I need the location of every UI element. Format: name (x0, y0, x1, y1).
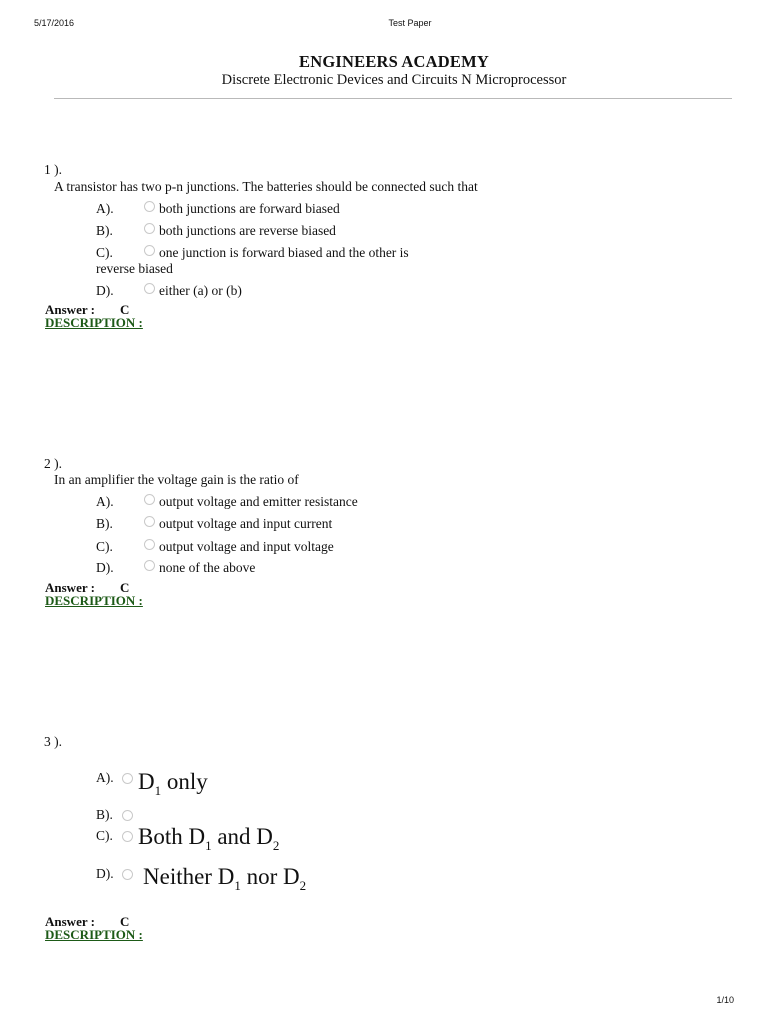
subject-title: Discrete Electronic Devices and Circuits N Microprocessor (221, 72, 567, 88)
radio-button[interactable] (144, 539, 155, 550)
option-c[interactable]: Both $D_1$ and $D_2$ (138, 824, 280, 853)
option-b[interactable] (144, 516, 332, 532)
option-text: either (a) or (b) (159, 283, 242, 298)
description-label: DESCRIPTION : (45, 593, 143, 608)
answer-value: C (120, 302, 130, 317)
option-a[interactable] (144, 494, 358, 510)
answer-label: Answer : (45, 914, 95, 929)
radio-button[interactable] (144, 560, 155, 571)
print-title: Test Paper (388, 18, 432, 28)
description-label: DESCRIPTION : (45, 927, 143, 942)
answer-value: C (120, 580, 130, 595)
option-text: both junctions are reverse biased (159, 223, 336, 238)
option-c[interactable] (144, 539, 334, 555)
question-number: 1 ). (44, 162, 62, 177)
option-b-letter: B). (96, 807, 113, 822)
answer-value: C (120, 914, 130, 929)
option-d-letter: D). (96, 560, 114, 575)
option-d[interactable] (144, 283, 242, 299)
question-text: In an amplifier the voltage gain is the ratio of (54, 472, 299, 487)
answer-label: Answer : (45, 580, 95, 595)
radio-button[interactable] (144, 494, 155, 505)
print-date: 5/17/2016 (34, 18, 75, 28)
radio-button[interactable] (144, 516, 155, 527)
option-a-letter: A). (96, 494, 114, 509)
description-label: DESCRIPTION : (45, 315, 143, 330)
page-number: 1/10 (716, 995, 734, 1005)
academy-title: ENGINEERS ACADEMY (299, 52, 489, 71)
option-a[interactable] (144, 201, 340, 217)
option-d[interactable]: Neither $D_1$ nor $D_2$ (143, 864, 307, 893)
radio-button[interactable] (144, 283, 155, 294)
option-c-continuation: reverse biased (96, 261, 173, 276)
option-d-letter: D). (96, 866, 114, 881)
radio-button[interactable] (122, 773, 133, 784)
question-number: 3 ). (44, 734, 62, 749)
option-c-letter: C). (96, 828, 113, 843)
option-text: output voltage and input current (159, 516, 333, 531)
option-text: one junction is forward biased and the other is (159, 245, 409, 260)
option-text: output voltage and emitter resistance (159, 494, 358, 509)
radio-button[interactable] (144, 223, 155, 234)
option-b-letter: B). (96, 223, 113, 238)
option-text: output voltage and input voltage (159, 539, 334, 554)
radio-button[interactable] (144, 201, 155, 212)
option-a-letter: A). (96, 201, 114, 216)
radio-button[interactable] (122, 810, 133, 821)
question-number: 2 ). (44, 456, 62, 471)
option-d[interactable] (144, 560, 255, 576)
option-c-letter: C). (96, 539, 113, 554)
radio-button[interactable] (144, 245, 155, 256)
header-divider (54, 98, 732, 99)
option-text: both junctions are forward biased (159, 201, 340, 216)
option-b-letter: B). (96, 516, 113, 531)
radio-button[interactable] (122, 831, 133, 842)
radio-button[interactable] (122, 869, 133, 880)
option-text: none of the above (159, 560, 256, 575)
option-a[interactable]: $D_1$ only (138, 769, 208, 798)
option-c[interactable] (144, 245, 409, 261)
answer-label: Answer : (45, 302, 95, 317)
option-c-letter: C). (96, 245, 113, 260)
question-text: A transistor has two p-n junctions. The batteries should be connected such that (54, 179, 478, 194)
option-d-letter: D). (96, 283, 114, 298)
option-a-letter: A). (96, 770, 114, 785)
option-b[interactable] (144, 223, 336, 239)
